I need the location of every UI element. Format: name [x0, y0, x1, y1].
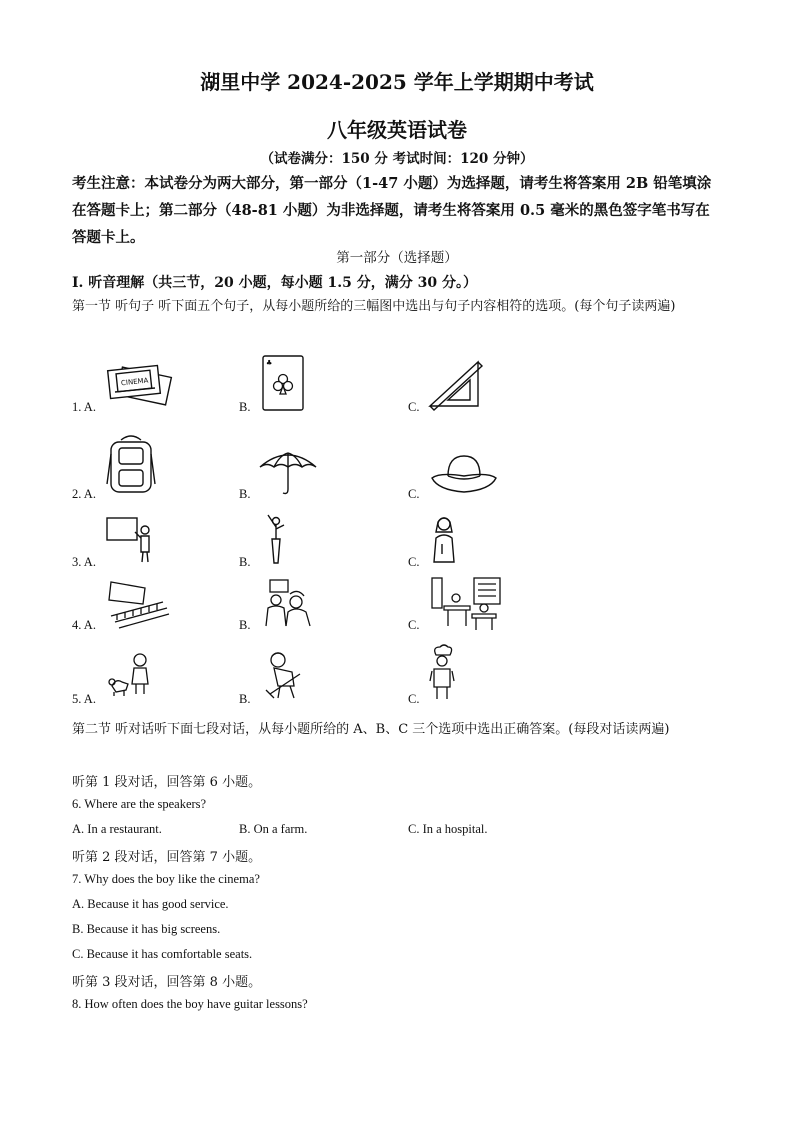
set-square-icon	[428, 358, 484, 410]
q4-option-a: 4. A.	[72, 618, 96, 632]
umbrella-icon	[258, 447, 318, 497]
q7-option-c: C. Because it has comfortable seats.	[72, 947, 253, 961]
q7-option-b: B. Because it has big screens.	[72, 922, 221, 936]
q7-option-a: A. Because it has good service.	[72, 897, 229, 911]
q3-option-c: C.	[408, 555, 420, 569]
exam-subtitle: 八年级英语试卷	[327, 118, 467, 142]
q6-question: 6. Where are the speakers?	[72, 797, 207, 811]
q4-option-b: B.	[239, 618, 251, 632]
q6-option-a: A. In a restaurant.	[72, 822, 162, 836]
q7-question: 7. Why does the boy like the cinema?	[72, 872, 260, 886]
playing-card-icon	[262, 355, 304, 411]
q6-option-b: B. On a farm.	[239, 822, 308, 836]
exam-info: （试卷满分：150 分 考试时间：120 分钟）	[260, 151, 534, 167]
svg-text:♣: ♣	[266, 359, 273, 367]
boy-sweeping-icon	[264, 650, 308, 700]
q6-option-c: C. In a hospital.	[408, 822, 488, 836]
cinema-tickets-icon	[105, 362, 173, 410]
q5-option-c: C.	[408, 692, 420, 706]
q8-question: 8. How often does the boy have guitar lessons?	[72, 997, 308, 1011]
q5-option-a: 5. A.	[72, 692, 96, 706]
backpack-icon	[105, 434, 157, 496]
sun-hat-icon	[430, 452, 498, 496]
q1-option-c: C.	[408, 400, 420, 414]
dancer-icon	[264, 513, 290, 565]
singer-icon	[428, 514, 460, 564]
dialog1-prompt: 听第 1 段对话，回答第 6 小题。	[72, 775, 262, 790]
people-watching-icon	[262, 578, 314, 628]
q3-option-a: 3. A.	[72, 555, 96, 569]
boy-with-dog-icon	[108, 650, 156, 696]
q4-option-c: C.	[408, 618, 420, 632]
q2-option-a: 2. A.	[72, 487, 96, 501]
q1-option-b: B.	[239, 400, 251, 414]
exam-title: 湖里中学 2024-2025 学年上学期期中考试	[200, 70, 594, 94]
chef-icon	[428, 645, 456, 701]
teacher-board-icon	[105, 516, 155, 564]
q1-option-a: 1. A.	[72, 400, 96, 414]
section1-instructions: 第一节 听句子 听下面五个句子，从每小题所给的三幅图中选出与句子内容相符的选项。(每个句子读两遍)	[72, 299, 676, 314]
exam-notice: 考生注意：本试卷分为两大部分，第一部分（1-47 小题）为选择题，请考生将答案用 2B 铅笔填涂在答题卡上；第二部分（48-81 小题）为非选择题，请考生将答案用 0.5 毫米的黑色签字笔书写在答题卡上。	[72, 175, 712, 246]
section2-instructions: 第二节 听对话听下面七段对话，从每小题所给的 A、B、C 三个选项中选出正确答案。(每段对话读两遍)	[72, 722, 670, 737]
classroom-icon	[430, 576, 502, 632]
q5-option-b: B.	[239, 692, 251, 706]
part-one-title: 第一部分（选择题）	[336, 250, 458, 266]
cinema-seats-icon	[105, 580, 169, 630]
section-title: Ⅰ. 听音理解（共三节，20 小题，每小题 1.5 分，满分 30 分。）	[72, 275, 477, 291]
svg-text:CINEMA: CINEMA	[120, 376, 149, 388]
q2-option-c: C.	[408, 487, 420, 501]
dialog2-prompt: 听第 2 段对话，回答第 7 小题。	[72, 850, 262, 865]
dialog3-prompt: 听第 3 段对话，回答第 8 小题。	[72, 975, 262, 990]
q3-option-b: B.	[239, 555, 251, 569]
q2-option-b: B.	[239, 487, 251, 501]
